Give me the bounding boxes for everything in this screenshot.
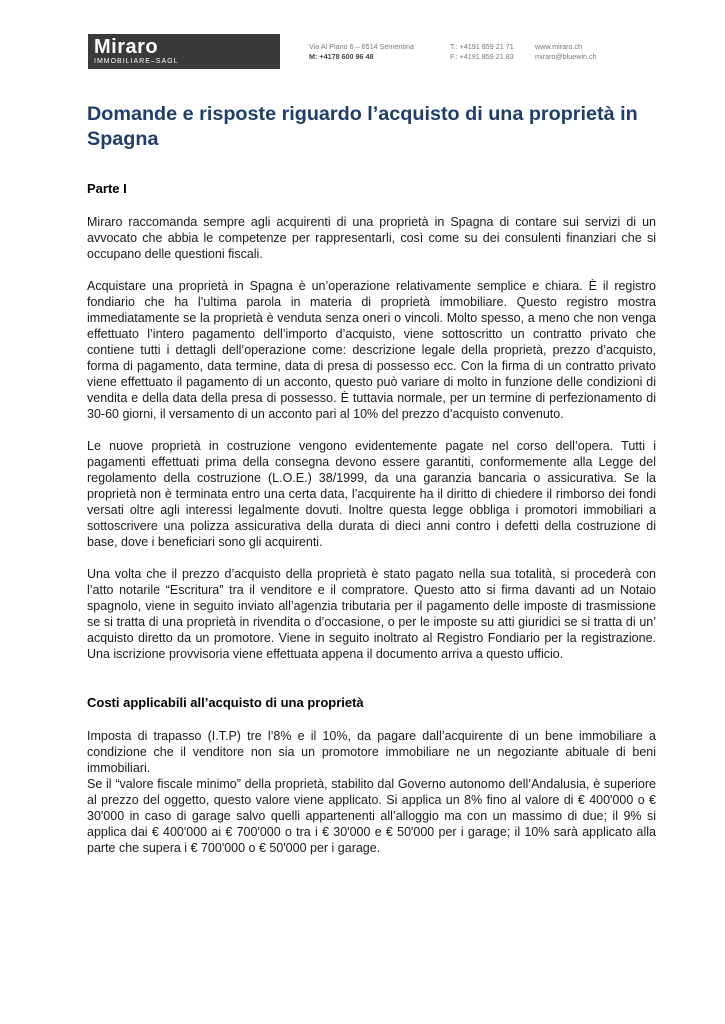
logo-name: Miraro	[94, 36, 159, 58]
document-body	[87, 102, 656, 856]
company-logo	[88, 34, 280, 69]
fax-number: F.: +4191 859 21 83	[450, 52, 514, 61]
contact-phone-block	[450, 42, 514, 62]
website-link[interactable]: www.miraro.ch	[535, 42, 583, 51]
letterhead	[0, 0, 725, 80]
address-text: Via Al Piano 6 – 6514 Sementina	[309, 42, 414, 51]
document-title: Domande e risposte riguardo l’acquisto di una proprietà in Spagna	[87, 103, 638, 150]
paragraph: Acquistare una proprietà in Spagna è un’operazione relativamente semplice e chiara. È il registro fondiario che ha l’ultima parola in materia di proprietà immobiliare. Questo registro mostra immediatamente se la proprietà è venduta senza oneri o vincoli. Molto spesso, a meno che non venga effettuato l’intero pagamento dell’importo d’acquisto, viene sottoscritto un contratto privato che contiene tutti i dettagli dell’operazione come: descrizione legale della proprietà, prezzo d’acquisto, forma di pagamento, data termine, data di presa di possesso ecc. Con la firma di un contratto privato viene effettuato il pagamento di un acconto, questo può variare di molto in funzione delle condizioni di vendita e della data della presa di possesso. È tuttavia normale, per un termine di perfezionamento di 30-60 giorni, il versamento di un acconto pari al 10% del prezzo d’acquisto convenuto.	[87, 279, 656, 421]
phone-number: T.: +4191 859 21 71	[450, 42, 514, 51]
mobile-number: M: +4178 600 96 48	[309, 52, 374, 61]
contact-web-block	[535, 42, 597, 62]
paragraph: Una volta che il prezzo d’acquisto della proprietà è stato pagato nella sua totalità, si procederà con l’atto notarile “Escritura” tra il venditore e il compratore. Questo atto si firma davanti ad un Notaio spagnolo, viene in seguito inviato all’agenzia tributaria per il pagamento delle imposte di trasmissione se si tratta di una proprietà in rivendita o d’occasione, o per le imposte su atti giuridici se si tratta di un’ acquisto diretto da un promotore. Viene in seguito inoltrato al Registro Fondiario per la registrazione. Una iscrizione provvisoria viene effettuata appena il documento arriva a questo ufficio.	[87, 567, 656, 661]
costs-paragraph: Imposta di trapasso (I.T.P) tre l’8% e il 10%, da pagare dall’acquirente di un bene immobiliare a condizione che il venditore non sia un promotore immobiliare ne un negoziante abituale di beni immobiliari.	[87, 729, 656, 775]
part-heading: Parte I	[87, 181, 127, 196]
costs-heading: Costi applicabili all’acquisto di una proprietà	[87, 695, 364, 710]
contact-address-block	[309, 42, 414, 62]
email-link[interactable]: miraro@bluewin.ch	[535, 52, 597, 61]
logo-subtitle: IMMOBILIARE–SAGL	[94, 58, 179, 65]
costs-paragraph: Se il “valore fiscale minimo” della proprietà, stabilito dal Governo autonomo dell’Andalusia, è superiore al prezzo del oggetto, questo valore viene applicato. Si applica un 8% fino al valore di € 400'000 o € 30'000 in caso di garage salvo quelli appartenenti all’alloggio ma con un massimo di due; il 9% si applica dai € 400'000 ai € 700'000 o tra i € 30'000 e € 50'000 per i garage; il 10% sarà applicato alla parte che supera i € 700'000 o € 50'000 per i garage.	[87, 777, 656, 855]
paragraph: Miraro raccomanda sempre agli acquirenti di una proprietà in Spagna di contare sui servizi di un avvocato che abbia le competenze per rappresentarli, così come su dei consulenti finanziari che si occupano delle questioni fiscali.	[87, 215, 656, 261]
paragraph: Le nuove proprietà in costruzione vengono evidentemente pagate nel corso dell’opera. Tutti i pagamenti effettuati prima della consegna devono essere garantiti, conformemente alla Legge del regolamento della costruzione (L.O.E.) 38/1999, da una garanzia bancaria o assicurativa. Se la proprietà non è terminata entro una certa data, l’acquirente ha il diritto di chiedere il rimborso dei fondi versati oltre agli interessi legalmente dovuti. Inoltre questa legge obbliga i promotori immobiliari a sottoscrivere una polizza assicurativa della durata di dieci anni contro i defetti della costruzione di base, dove i beneficiari sono gli acquirenti.	[87, 439, 656, 549]
